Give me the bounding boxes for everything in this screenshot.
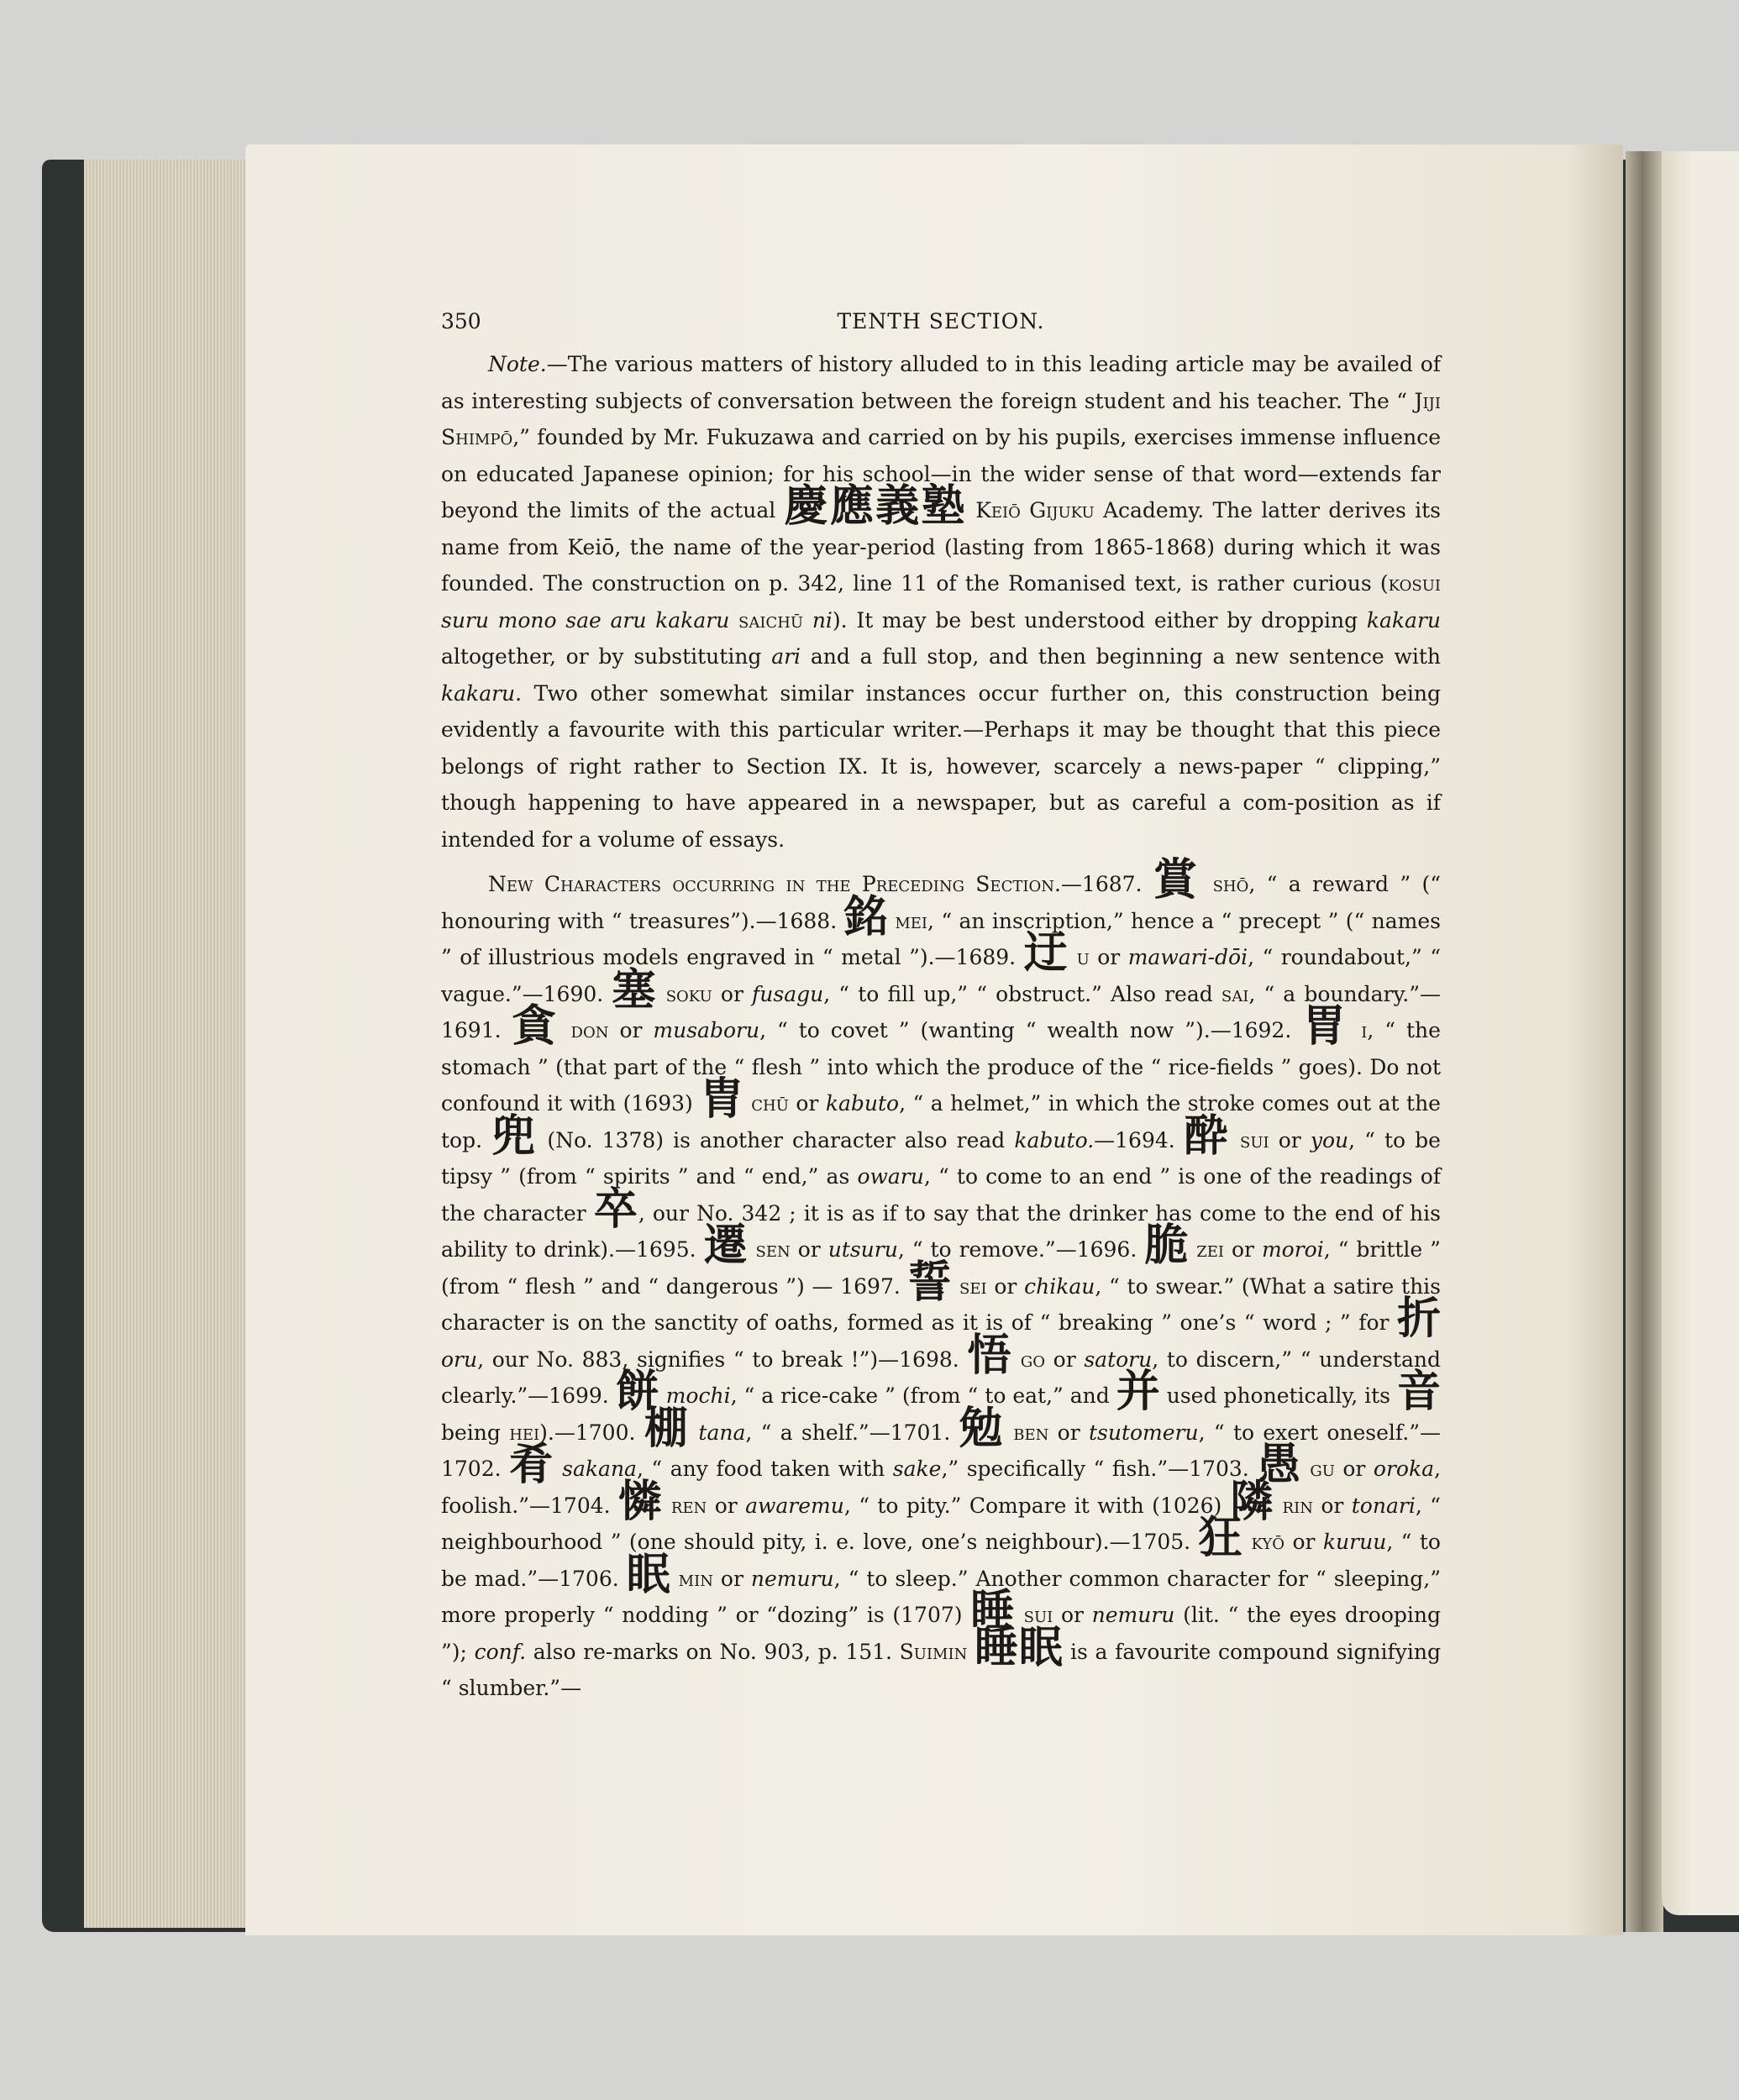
kanji: 兜 <box>491 1110 539 1162</box>
reading: go <box>1020 1347 1045 1372</box>
text-run: also re-marks on No. 903, p. 151. <box>526 1639 900 1664</box>
kanji: 隣 <box>1229 1475 1275 1527</box>
italic-term: musaboru <box>653 1018 760 1042</box>
kanji: 勉 <box>959 1402 1005 1454</box>
text-run: and a full stop, and then beginning a new sentence with <box>801 644 1442 669</box>
italic-term: kakaru. <box>441 680 523 706</box>
text-run: —1694. <box>1094 1127 1185 1152</box>
kanji: 眠 <box>626 1548 671 1600</box>
italic-term: moroi <box>1261 1237 1324 1262</box>
reading: ben <box>1013 1420 1049 1445</box>
reading: sui <box>1023 1603 1053 1627</box>
italic-term: mawari-dōi <box>1127 945 1248 969</box>
romanized-term: kosui <box>1388 571 1441 596</box>
page-text <box>441 302 1441 1707</box>
text-run: or <box>712 981 753 1006</box>
text-run: , “ a rice-cake ” (from “ to eat,” and <box>730 1383 1116 1408</box>
kanji: 悟 <box>967 1329 1013 1381</box>
text-run: , “ to be mad.”—1706. <box>441 1530 1441 1591</box>
kanji: 睡眠 <box>975 1621 1064 1673</box>
kanji: 遷 <box>703 1220 749 1271</box>
running-head: TENTH SECTION. <box>837 309 1045 333</box>
italic-term: tana <box>698 1420 746 1445</box>
kanji: 狂 <box>1198 1512 1244 1563</box>
italic-term: kakaru <box>1366 607 1442 633</box>
italic-term: conf. <box>474 1639 527 1664</box>
kanji: 胃 <box>1302 1000 1351 1052</box>
text-run: or <box>1089 945 1128 969</box>
page-header <box>441 302 1441 346</box>
kanji: 并 <box>1116 1366 1160 1417</box>
italic-term: sakana <box>562 1457 637 1481</box>
kanji: 貪 <box>512 1000 560 1052</box>
italic-term: utsuru <box>827 1237 898 1262</box>
reading: sei <box>959 1273 987 1299</box>
italic-term: tsutomeru <box>1088 1420 1199 1445</box>
kanji: 憐 <box>617 1475 664 1527</box>
romanized-term: Keiō Gijuku <box>975 498 1095 522</box>
text-run: , “ to be tipsy ” (from “ spirits ” and “ end,” as <box>441 1127 1441 1189</box>
text-run: , “ neighbourhood ” (one should pity, i. e. love, one’s neighbour).—1705. <box>441 1493 1441 1554</box>
italic-term: nemuru <box>750 1566 834 1591</box>
romanized-term: Jiji Shimpō <box>441 388 1441 449</box>
reading: mei <box>895 908 928 933</box>
romanized-term: saichū <box>738 607 804 633</box>
italic-term: tonari <box>1351 1493 1416 1518</box>
kanji: 肴 <box>509 1439 554 1490</box>
kanji: 誓 <box>907 1256 953 1308</box>
reading: sen <box>755 1237 791 1262</box>
text-run: , “ a helmet,” in which the stroke comes out at the top. <box>441 1091 1441 1152</box>
text-run: , “ a boundary.”—1691. <box>441 981 1441 1042</box>
text-run: or <box>1048 1420 1089 1445</box>
text-run: ). It may be best understood either by dropping <box>832 607 1367 633</box>
text-run: , “ the stomach ” (that part of the “ flesh ” into which the produce of the “ rice-fields ” goes). Do not confound it with (1693) <box>441 1018 1441 1116</box>
italic-term: you <box>1310 1127 1349 1152</box>
italic-term: suru mono sae aru kakaru <box>441 607 730 633</box>
text-run: or <box>1285 1530 1323 1554</box>
text-run: , “ to remove.”—1696. <box>897 1237 1145 1262</box>
kanji: 餅 <box>615 1366 659 1417</box>
text-run: , “ a reward ” (“ honouring with “ treasures”).—1688. <box>441 872 1441 933</box>
reading: sai <box>1221 981 1249 1006</box>
italic-term: mochi <box>665 1383 731 1408</box>
text-run: , “ to come to an end ” is one of the readings of the character <box>441 1164 1441 1226</box>
reading: kyō <box>1251 1530 1285 1554</box>
reading: u <box>1076 945 1090 969</box>
text-run: (No. 1378) is another character also read <box>538 1127 1015 1152</box>
italic-term: awaremu <box>745 1493 844 1518</box>
text-run: is a favourite compound signifying “ slumber.”— <box>441 1639 1442 1700</box>
kanji: 慶應義塾 <box>784 480 967 532</box>
reading: zei <box>1196 1237 1225 1262</box>
reading: i <box>1361 1018 1368 1042</box>
text-run: Two other somewhat similar instances occur further on, this construction being evidently a favourite with this particular writer.—Perhaps it may be thought that this piece belongs of right rather to Section IX. It is, however, scarcely a news-paper “ clipping,” though happening to have appeared in a newspaper, but as careful a com-position as if intended for a volume of essays. <box>441 680 1441 852</box>
reading: gu <box>1310 1457 1335 1481</box>
text-run: or <box>1224 1237 1262 1262</box>
reading: don <box>570 1018 609 1042</box>
italic-term: ni <box>812 607 833 633</box>
text-run: —1687. <box>1060 872 1153 896</box>
reading: sui <box>1240 1127 1269 1152</box>
text-run: —The various matters of history alluded to in this leading article may be availed of as interesting subjects of conversation between the foreign student and his teacher. The “ <box>441 352 1441 413</box>
text-run: ).—1700. <box>539 1420 644 1445</box>
text-run: , “ a shelf.”—1701. <box>745 1420 959 1445</box>
italic-term: ari <box>771 644 801 669</box>
reading: hei <box>509 1420 540 1445</box>
text-run: , “ to sleep.” Another common character for “ sleeping,” more properly “ nodding ” or “dozing” is (1707) <box>441 1566 1441 1627</box>
kanji: 折 <box>1396 1293 1441 1344</box>
text-run: , “ to pity.” Compare it with (1026) <box>843 1493 1230 1518</box>
italic-term: satoru <box>1084 1347 1153 1372</box>
text-run: , our No. 342 ; it is as if to say that the drinker has come to the end of his ability to drink).—1695. <box>441 1200 1441 1262</box>
italic-term: fusagu <box>752 981 824 1006</box>
text-run: ,” founded by Mr. Fukuzawa and carried on by his pupils, exercises immense influence on educated Japanese opinion; for his school—in the wider sense of that word—extends far beyond the limits of the actual <box>441 425 1441 522</box>
text-run: , to discern,” “ understand clearly.”—1699. <box>441 1347 1441 1408</box>
italic-term: chikau <box>1024 1273 1095 1299</box>
text-run: or <box>1044 1347 1085 1372</box>
kanji: 脆 <box>1144 1220 1190 1271</box>
text-run: or <box>986 1273 1025 1299</box>
italic-term: oroka <box>1373 1457 1435 1481</box>
italic-term: kuruu <box>1322 1530 1387 1554</box>
italic-term: nemuru <box>1091 1603 1175 1627</box>
text-run: or <box>1334 1457 1374 1481</box>
text-run: or <box>1269 1127 1311 1152</box>
reading: shō <box>1212 872 1249 896</box>
text-run: or <box>1312 1493 1352 1518</box>
italic-term: kabuto <box>825 1091 900 1116</box>
text-run: or <box>608 1018 654 1042</box>
text-run: or <box>788 1091 826 1116</box>
facing-page-edge <box>1662 151 1739 1915</box>
italic-term: sake <box>892 1457 942 1481</box>
text-run: , “ to fill up,” “ obstruct.” Also read <box>823 981 1222 1006</box>
reading: soku <box>665 981 712 1006</box>
text-run: being <box>441 1420 510 1445</box>
section-heading: New Characters occurring in the Preceding Section. <box>488 872 1061 896</box>
text-run: , foolish.”—1704. <box>441 1457 1441 1518</box>
text-run: ,” specifically “ fish.”—1703. <box>941 1457 1258 1481</box>
reading: ren <box>670 1493 707 1518</box>
reading: min <box>678 1566 713 1591</box>
text-run: or <box>707 1493 746 1518</box>
text-run: (lit. “ the eyes drooping ”); <box>441 1603 1441 1664</box>
text-run: , “ an inscription,” hence a “ precept ” (“ names ” of illustrious models engraved in “ metal ”).—1689. <box>441 908 1441 969</box>
kanji: 酔 <box>1184 1110 1231 1162</box>
text-run: altogether, or by substituting <box>441 644 772 669</box>
reading: chū <box>751 1091 789 1116</box>
text-run: , “ any food taken with <box>636 1457 893 1481</box>
kanji: 睡 <box>970 1585 1016 1636</box>
kanji: 賞 <box>1153 854 1202 906</box>
text-run: , “ roundabout,” “ vague.”—1690. <box>441 945 1442 1006</box>
kanji: 卒 <box>593 1183 638 1235</box>
text-run: used phonetically, its <box>1159 1383 1397 1408</box>
kanji: 棚 <box>644 1402 691 1454</box>
text-run: or <box>790 1237 828 1262</box>
text-run: , “ brittle ” (from “ flesh ” and “ dangerous ”) — 1697. <box>441 1237 1441 1299</box>
kanji: 迂 <box>1023 927 1069 979</box>
text-run: , “ to exert oneself.”—1702. <box>441 1420 1441 1481</box>
text-run: , “ to swear.” (What a satire this character is on the sanctity of oaths, formed as it is of “ breaking ” one’s “ word ; ” for <box>441 1273 1441 1335</box>
text-run: or <box>1053 1603 1092 1627</box>
new-characters-paragraph <box>441 854 1442 1707</box>
italic-term: owaru <box>857 1164 924 1189</box>
kanji: 音 <box>1396 1366 1441 1417</box>
book-gutter <box>1626 151 1663 1932</box>
note-paragraph <box>441 346 1441 858</box>
text-run: , our No. 883, signifies “ to break !”)—1698. <box>477 1347 968 1372</box>
text-run: or <box>712 1566 751 1591</box>
italic-term: kabuto. <box>1014 1127 1095 1152</box>
kanji: 愚 <box>1257 1439 1302 1490</box>
reading: rin <box>1282 1493 1313 1518</box>
kanji: 塞 <box>612 963 658 1016</box>
page-number: 350 <box>441 309 481 333</box>
italic-term: oru <box>441 1347 478 1372</box>
text-run: Academy. The latter derives its name from Keiō, the name of the year-period (lasting from 1865-1868) during which it was founded. The construction on p. 342, line 11 of the Romanised text, is rather curious ( <box>441 498 1441 596</box>
kanji: 胄 <box>700 1074 744 1125</box>
note-label: Note. <box>488 352 547 376</box>
kanji: 銘 <box>843 890 888 942</box>
text-run: , “ to covet ” (wanting “ wealth now ”).—1692. <box>759 1018 1303 1042</box>
romanized-term: Suimin <box>899 1639 968 1664</box>
